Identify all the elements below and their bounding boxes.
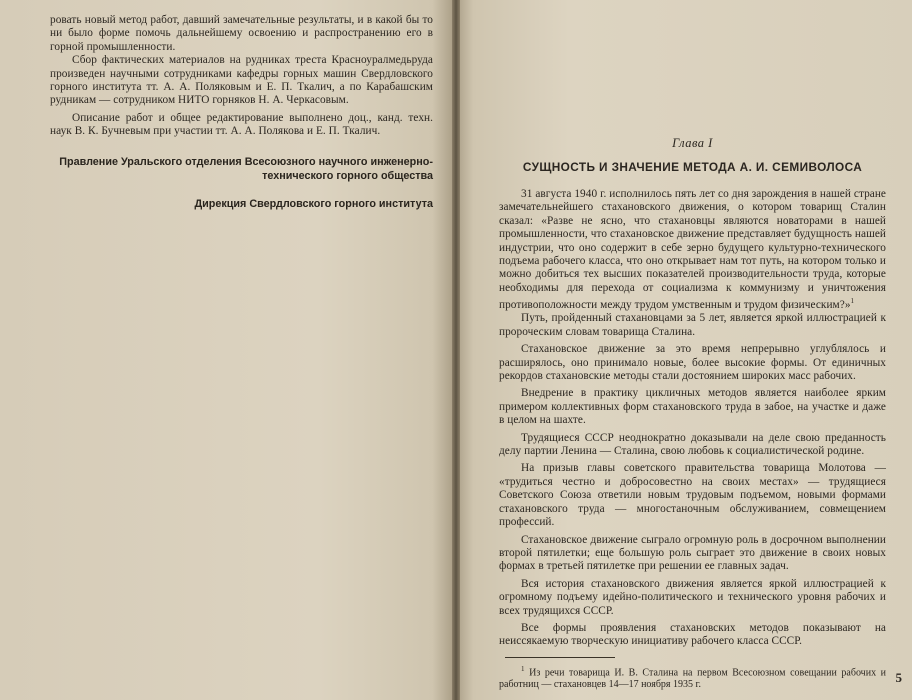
right-paragraph-5: Трудящиеся СССР неоднократно доказывали на деле свою преданность делу партии Ленина — Сталина, свою любовь к социалистической родине. bbox=[499, 431, 886, 458]
signature-institute: Дирекция Свердловского горного института bbox=[194, 197, 433, 210]
left-page bbox=[0, 0, 455, 700]
left-paragraph-3: Описание работ и общее редактирование выполнено доц., канд. техн. наук В. К. Бучневым при участии тт. А. А. Полякова и Е. П. Ткалич. bbox=[50, 111, 433, 138]
footnote bbox=[499, 663, 886, 691]
left-paragraph-2: Сбор фактических материалов на рудниках треста Красноуралмедьруда произведен научными сотрудниками кафедры горных машин Свердловского горного института тт. А. А. Поляковым и Е. П. Ткалич, а по Карабашским рудникам — сотрудником НИТО горняков Н. А. Черкасовым. bbox=[50, 54, 433, 107]
footnote-text: Из речи товарища И. В. Сталина на первом Всесоюзном совещании рабочих и работниц — стахановцев 14—17 ноября 1935 г. bbox=[499, 667, 887, 691]
book-gutter bbox=[452, 0, 460, 700]
right-paragraph-9: Все формы проявления стахановских методов показывают на неиссякаемую творческую инициативу рабочего класса СССР. bbox=[499, 621, 886, 648]
footnote-reference: 1 bbox=[850, 297, 855, 306]
right-page bbox=[455, 0, 912, 700]
footnote-divider bbox=[505, 657, 615, 658]
right-paragraph-1-text: 31 августа 1940 г. исполнилось пять лет со дня зарождения в нашей стране замечательнейшего стахановского движения, о котором товарищ Сталин сказал: «Разве не ясно, что стахановцы являются новаторами в нашей промышленности, что стахановское движение представляет будущность нашей индустрии, что оно содержит в себе зерно будущего культурно-технического подъема рабочего класса, что оно открывает нам тот путь, на котором только и можно добиться тех высших показателей производительности труда, которые необходимы для перехода от социализма к коммунизму и уничтожения противоположности между трудом умственным и трудом физическим?» bbox=[499, 188, 886, 312]
right-paragraph-7: Стахановское движение сыграло огромную роль в досрочном выполнении второй пятилетки; еще большую роль сыграет это движение в своих новых формах в третьей пятилетке при решении ее главных задач. bbox=[499, 533, 886, 573]
signature-society: Правление Уральского отделения Всесоюзного научного инженерно-технического горного общества bbox=[59, 155, 433, 182]
right-paragraph-8: Вся история стахановского движения является яркой иллюстрацией к огромному подъему идейно-политического и технического уровня рабочих и всех трудящихся СССР. bbox=[499, 577, 886, 617]
left-paragraph-1: ровать новый метод работ, давший замечательные результаты, и в какой бы то ни было форме помочь дальнейшему освоению и распространению его в горной промышленности. bbox=[50, 14, 433, 53]
right-paragraph-6: На призыв главы советского правительства товарища Молотова — «трудиться честно и добросовестно на своих местах» — трудящиеся Советского Союза ответили новым трудовым подъемом, новыми формами стахановского труда — многостаночным обслуживанием, совмещением профессий. bbox=[499, 462, 886, 529]
chapter-label: Глава I bbox=[672, 136, 713, 150]
right-paragraph-4: Внедрение в практику цикличных методов является наиболее ярким примером коллективных форм стахановского труда в забое, на участке и даже в целом на шахте. bbox=[499, 387, 886, 427]
footnote-marker: 1 bbox=[521, 664, 525, 673]
page-number: 5 bbox=[895, 670, 902, 685]
right-paragraph-1 bbox=[499, 188, 886, 312]
chapter-title: СУЩНОСТЬ И ЗНАЧЕНИЕ МЕТОДА А. И. СЕМИВОЛОСА bbox=[522, 160, 863, 174]
right-paragraph-2: Путь, пройденный стахановцами за 5 лет, является яркой иллюстрацией к пророческим словам товарища Сталина. bbox=[499, 312, 886, 338]
right-paragraph-3: Стахановское движение за это время непрерывно углублялось и расширялось, оно принимало новые, более высокие формы. От единичных рекордов стахановские методы стали достоянием широких масс рабочих. bbox=[499, 343, 886, 383]
